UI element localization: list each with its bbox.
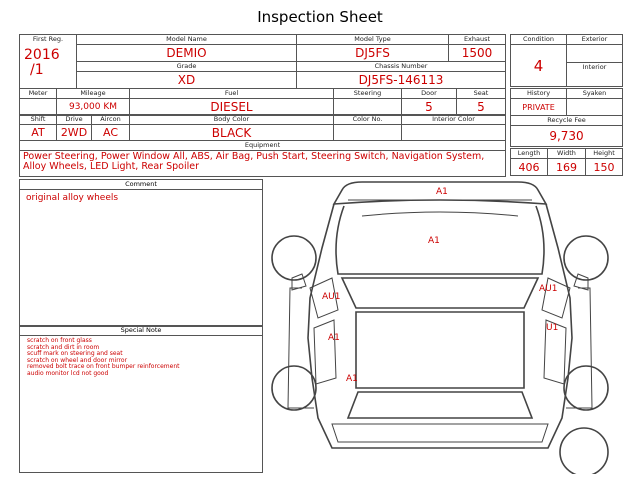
first-reg-month: /1 xyxy=(30,62,44,78)
steering-label: Steering xyxy=(334,89,402,99)
comment-text: original alloy wheels xyxy=(26,193,119,203)
chassis-number-value: DJ5FS-146113 xyxy=(297,72,506,89)
model-type-value: DJ5FS xyxy=(297,45,449,62)
meter-value xyxy=(20,99,57,116)
length-value: 406 xyxy=(511,159,548,176)
special-note-item: scuff mark on steering and seat xyxy=(27,350,123,358)
mark-left-front-fender: AU1 xyxy=(322,292,341,302)
steering-value xyxy=(334,99,402,116)
page-title: Inspection Sheet xyxy=(257,8,383,26)
condition-label: Condition xyxy=(511,35,567,45)
wheel-rear-left xyxy=(272,366,316,410)
door-label: Door xyxy=(402,89,457,99)
mark-front-bumper: A1 xyxy=(436,187,448,197)
model-name-value: DEMIO xyxy=(77,45,297,62)
shift-value: AT xyxy=(20,125,57,141)
special-note-item: audio monitor lcd not good xyxy=(27,369,109,377)
interior-label: Interior xyxy=(567,62,622,72)
drive-value: 2WD xyxy=(57,125,92,141)
exterior-label: Exterior xyxy=(567,35,623,45)
wheel-front-left xyxy=(272,236,316,280)
spec-table-lower xyxy=(19,114,506,177)
shift-label: Shift xyxy=(20,115,57,125)
recycle-fee-label: Recycle Fee xyxy=(511,116,623,126)
special-note-item: removed bolt trace on front bumper reinforcement xyxy=(27,363,180,371)
special-note-list xyxy=(20,336,262,378)
special-note-item: scratch on wheel and door mirror xyxy=(27,356,128,364)
first-reg-cell xyxy=(20,35,77,89)
height-label: Height xyxy=(586,149,623,159)
special-note-item: scratch on front glass xyxy=(27,337,92,344)
width-value: 169 xyxy=(548,159,586,176)
interior-color-label: Interior Color xyxy=(402,115,506,125)
exhaust-label: Exhaust xyxy=(449,35,506,45)
interior-grade-cell xyxy=(567,45,623,87)
mark-hood: A1 xyxy=(428,236,440,246)
wheel-spare xyxy=(560,428,608,474)
grade-label: Grade xyxy=(77,62,297,72)
special-note-box xyxy=(19,325,263,473)
width-label: Width xyxy=(548,149,586,159)
height-value: 150 xyxy=(586,159,623,176)
first-reg-label: First Reg. xyxy=(32,35,64,43)
equipment-value: Power Steering, Power Window All, ABS, Air Bag, Push Start, Steering Switch, Navigation System, Alloy Wheels, LED Light, Rear Spoiler xyxy=(20,151,506,177)
mark-left-front-door: A1 xyxy=(328,333,340,343)
first-reg-year: 2016 xyxy=(24,47,60,63)
mileage-value: 93,000 KM xyxy=(57,99,130,116)
body-color-value: BLACK xyxy=(130,125,334,141)
model-type-label: Model Type xyxy=(297,35,449,45)
wheels xyxy=(272,236,608,474)
fuel-value: DIESEL xyxy=(130,99,334,116)
car-damage-diagram xyxy=(262,178,618,474)
grade-value: XD xyxy=(77,72,297,89)
spec-table-top xyxy=(19,34,506,89)
special-note-label: Special Note xyxy=(20,326,262,336)
mark-right-front-fender: AU1 xyxy=(539,284,558,294)
special-note-item: scratch and dirt in room xyxy=(27,343,100,351)
mark-left-rear-quarter: A1 xyxy=(346,374,358,384)
syaken-label: Syaken xyxy=(567,89,623,99)
comment-label: Comment xyxy=(20,180,262,190)
meter-label: Meter xyxy=(20,89,57,99)
wheel-rear-right xyxy=(564,366,608,410)
condition-table xyxy=(510,34,623,87)
spec-table-middle xyxy=(19,88,506,116)
aircon-value: AC xyxy=(92,125,130,141)
seat-label: Seat xyxy=(457,89,506,99)
dimensions-table xyxy=(510,148,623,176)
comment-box xyxy=(19,179,263,327)
color-no-label: Color No. xyxy=(334,115,402,125)
history-value: PRIVATE xyxy=(511,99,567,116)
fuel-label: Fuel xyxy=(130,89,334,99)
length-label: Length xyxy=(511,149,548,159)
exhaust-value: 1500 xyxy=(449,45,506,62)
model-name-label: Model Name xyxy=(77,35,297,45)
equipment-label: Equipment xyxy=(20,141,506,151)
aircon-label: Aircon xyxy=(92,115,130,125)
car-outline xyxy=(288,182,592,448)
color-no-value xyxy=(334,125,402,141)
drive-label: Drive xyxy=(57,115,92,125)
seat-value: 5 xyxy=(457,99,506,116)
door-value: 5 xyxy=(402,99,457,116)
condition-value: 4 xyxy=(511,45,567,87)
wheel-front-right xyxy=(564,236,608,280)
chassis-number-label: Chassis Number xyxy=(297,62,506,72)
syaken-value xyxy=(567,99,623,116)
interior-value xyxy=(567,72,622,86)
history-label: History xyxy=(511,89,567,99)
body-color-label: Body Color xyxy=(130,115,334,125)
recycle-fee-value: 9,730 xyxy=(511,126,623,147)
mark-right-front-door: U1 xyxy=(546,323,559,333)
interior-color-value xyxy=(402,125,506,141)
history-table xyxy=(510,88,623,147)
mileage-label: Mileage xyxy=(57,89,130,99)
